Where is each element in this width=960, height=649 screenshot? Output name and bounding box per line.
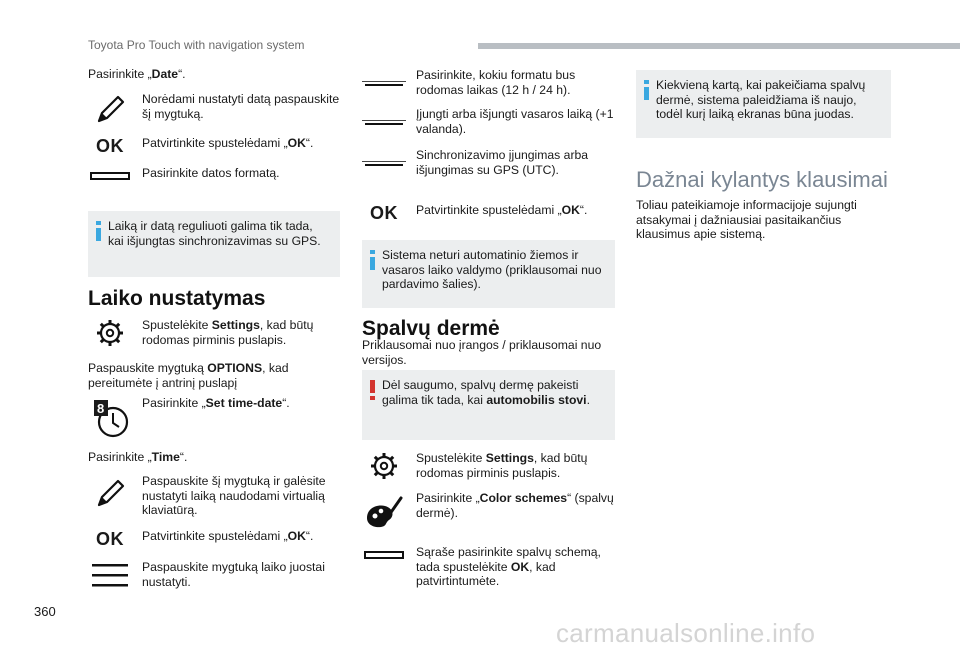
step-set-time-date xyxy=(84,396,344,440)
page-number: 360 xyxy=(34,604,56,619)
ok-icon: OK xyxy=(370,202,398,223)
gear-icon xyxy=(84,318,136,348)
step-pencil-time xyxy=(84,474,344,518)
step-select-scheme-text: Sąraše pasirinkite spalvų schemą, tada spustelėkite OK, kad patvirtintumėte. xyxy=(416,545,601,588)
ok-icon: OK xyxy=(96,135,124,156)
line-button-icon xyxy=(362,157,406,167)
info-icon xyxy=(96,221,101,241)
step-ok-time-text: Patvirtinkite spustelėdami „OK“. xyxy=(142,529,314,543)
line-button-icon xyxy=(362,116,406,126)
step-format-date-text: Pasirinkite datos formatą. xyxy=(142,166,280,180)
info-box-gps-sync: Laiką ir datą reguliuoti galima tik tada, kai išjungtas sinchronizavimas su GPS. xyxy=(88,211,340,277)
step-settings-2-text: Spustelėkite Settings, kad būtų rodomas pirminis puslapis. xyxy=(416,451,588,480)
step-ok-confirm-text: Patvirtinkite spustelėdami „OK“. xyxy=(416,203,588,217)
warning-icon xyxy=(370,380,375,400)
clock-badge-number: 8 xyxy=(97,401,105,416)
section-subtitle-colors: Priklausomai nuo įrangos / priklausomai nuo versijos. xyxy=(362,338,602,367)
step-pencil-time-text: Paspauskite šį mygtuką ir galėsite nustatyti laiką naudodami virtualią klaviatūrą. xyxy=(142,474,326,517)
section-title-colors: Spalvų dermė xyxy=(362,317,500,340)
gear-icon xyxy=(358,451,410,481)
step-color-schemes-text: Pasirinkite „Color schemes“ (spalvų dermė). xyxy=(416,491,614,520)
step-settings-1 xyxy=(84,318,344,348)
clock-icon xyxy=(84,396,136,440)
info-box-restart: Kiekvieną kartą, kai pakeičiama spalvų dermė, sistema paleidžiama iš naujo, todėl kurį laiką ekranas būna juodas. xyxy=(636,70,891,138)
step-time-format-text: Pasirinkite, kokiu formatu bus rodomas laikas (12 h / 24 h). xyxy=(416,68,576,97)
step-ok-confirm xyxy=(358,203,618,223)
step-settings-2 xyxy=(358,451,618,481)
info-icon xyxy=(370,250,375,270)
step-pencil-date xyxy=(84,92,344,128)
palette-icon xyxy=(358,491,410,531)
para-time: Pasirinkite „Time“. xyxy=(88,450,188,464)
step-ok-date-text: Patvirtinkite spustelėdami „OK“. xyxy=(142,136,314,150)
step-color-schemes xyxy=(358,491,618,531)
step-time-zone-text: Paspauskite mygtuką laiko juostai nustatyti. xyxy=(142,560,325,589)
para-options: Paspauskite mygtuką OPTIONS, kad pereitumėte į antrinį puslapį xyxy=(88,361,289,390)
watermark: carmanualsonline.info xyxy=(556,618,816,648)
ok-icon: OK xyxy=(96,528,124,549)
step-gps-sync-text: Sinchronizavimo įjungimas arba išjungimas su GPS (UTC). xyxy=(416,148,589,177)
step-time-zone xyxy=(84,560,344,592)
step-select-scheme xyxy=(358,545,618,589)
faq-intro: Toliau pateikiamoje informacijoje sujungti atsakymai į dažniausiai pasitaikančius klausimus apie sistemą. xyxy=(636,198,857,241)
menu-icon xyxy=(84,560,136,592)
step-summer-time xyxy=(358,107,618,136)
step-gps-sync xyxy=(358,148,618,177)
header-rule xyxy=(478,43,960,49)
intro-date: Pasirinkite „Date“. xyxy=(88,67,186,81)
section-title-time: Laiko nustatymas xyxy=(88,287,266,310)
step-pencil-date-text: Norėdami nustatyti datą paspauskite šį mygtuką. xyxy=(142,92,340,121)
step-settings-1-text: Spustelėkite Settings, kad būtų rodomas pirminis puslapis. xyxy=(142,318,314,347)
rectangle-button-icon xyxy=(90,172,130,180)
step-set-time-date-text: Pasirinkite „Set time-date“. xyxy=(142,396,290,410)
pencil-icon xyxy=(84,92,136,128)
info-box-dst: Sistema neturi automatinio žiemos ir vasaros laiko valdymo (priklausomai nuo pardavimo šalies). xyxy=(362,240,615,308)
line-button-icon xyxy=(362,77,406,87)
step-time-format xyxy=(358,68,618,97)
pencil-icon xyxy=(84,474,136,514)
step-summer-time-text: Įjungti arba išjungti vasaros laiką (+1 valanda). xyxy=(416,107,614,136)
warning-box-vehicle-stopped: Dėl saugumo, spalvų dermę pakeisti galima tik tada, kai automobilis stovi. xyxy=(362,370,615,440)
info-icon xyxy=(644,80,649,100)
rectangle-button-icon xyxy=(364,551,404,559)
faq-title: Dažnai kylantys klausimai xyxy=(636,167,888,192)
step-format-date xyxy=(84,166,344,186)
step-ok-time xyxy=(84,529,344,549)
step-ok-date xyxy=(84,136,344,156)
running-header: Toyota Pro Touch with navigation system xyxy=(88,38,305,52)
